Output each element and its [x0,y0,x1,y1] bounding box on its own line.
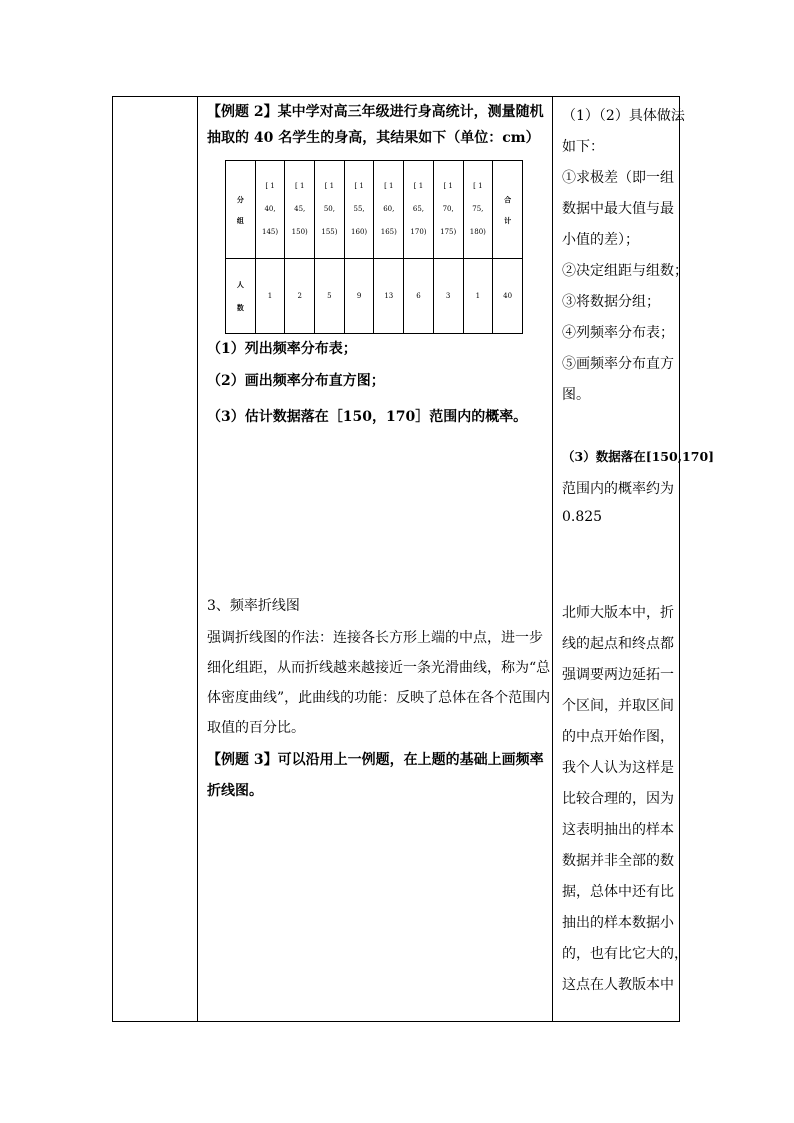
section3-paragraph-line: 细化组距，从而折线越来越接近一条光滑曲线，称为“总 [207,660,551,676]
count-cell: 3 [433,259,463,334]
group-cell: [ 1 50, 155) [315,161,345,259]
margin-note-line: 的中点开始作图， [562,729,674,745]
note-line: ④列频率分布表； [562,325,674,341]
count-cell: 1 [463,259,493,334]
margin-note-line: 线的起点和终点都 [562,636,674,652]
example2-title-line2: 抽取的 40 名学生的身高，其结果如下（单位：cm） [207,130,540,146]
note-line: 图。 [562,387,590,403]
group-cell: [ 1 45, 150) [285,161,315,259]
total-header-cell: 合 计 [493,161,523,259]
group-cell: [ 1 65, 170) [404,161,434,259]
group-cell: [ 1 70, 175) [433,161,463,259]
note-line: ③将数据分组； [562,294,660,310]
margin-note-line: 北师大版本中，折 [562,605,674,621]
group-cell: [ 1 55, 160) [344,161,374,259]
note-line: （3）数据落在[150,170] [562,449,715,464]
example3-line2: 折线图。 [207,783,263,799]
column-divider-1 [197,97,198,1021]
example2-title-line1: 【例题 2】某中学对高三年级进行身高统计，测量随机 [207,104,544,120]
count-cell: 2 [285,259,315,334]
margin-note-line: 这表明抽出的样本 [562,822,674,838]
group-cell: [ 1 60, 165) [374,161,404,259]
margin-note-line: 个区间，并取区间 [562,698,674,714]
margin-note-line: 比较合理的，因为 [562,791,674,807]
margin-note-line: 抽出的样本数据小 [562,915,674,931]
group-cell: [ 1 40, 145) [255,161,285,259]
group-cell: [ 1 75, 180) [463,161,493,259]
note-line: ⑤画频率分布直方 [562,356,674,372]
example3-line1: 【例题 3】可以沿用上一例题，在上题的基础上画频率 [207,752,544,768]
note-line: 0.825 [562,509,603,525]
count-cell: 9 [344,259,374,334]
section3-paragraph-line: 体密度曲线”，此曲线的功能：反映了总体在各个范围内 [207,690,551,706]
note-line: （1）（2）具体做法 [562,108,685,124]
note-line: 数据中最大值与最 [562,201,674,217]
group-header-cell: 分 组 [226,161,256,259]
margin-note-line: 的，也有比它大的， [562,946,688,962]
margin-note-line: 强调要两边延拓一 [562,667,674,683]
height-data-table [225,160,523,334]
note-line: 小值的差）； [562,232,639,248]
question-1: （1）列出频率分布表； [207,341,357,357]
margin-note-line: 这点在人教版本中 [562,977,674,993]
question-3: （3）估计数据落在［150，170］范围内的概率。 [207,409,528,425]
margin-note-line: 数据并非全部的数 [562,853,674,869]
count-cell: 6 [404,259,434,334]
note-line: 范围内的概率约为 [562,481,674,497]
section3-heading: 3、频率折线图 [207,598,300,614]
count-cell: 13 [374,259,404,334]
margin-note-line: 据，总体中还有比 [562,884,674,900]
count-header-cell: 人 数 [226,259,256,334]
section3-paragraph-line: 取值的百分比。 [207,720,305,736]
section3-paragraph-line: 强调折线图的作法：连接各长方形上端的中点，进一步 [207,630,543,646]
margin-note-line: 我个人认为这样是 [562,760,674,776]
lesson-table [112,96,715,1022]
note-line: ②决定组距与组数； [562,263,688,279]
note-line: 如下： [562,139,604,155]
count-total-cell: 40 [493,259,523,334]
question-2: （2）画出频率分布直方图； [207,373,385,389]
count-cell: 1 [255,259,285,334]
count-cell: 5 [315,259,345,334]
column-divider-2 [552,97,553,1021]
note-line: ①求极差（即一组 [562,170,674,186]
